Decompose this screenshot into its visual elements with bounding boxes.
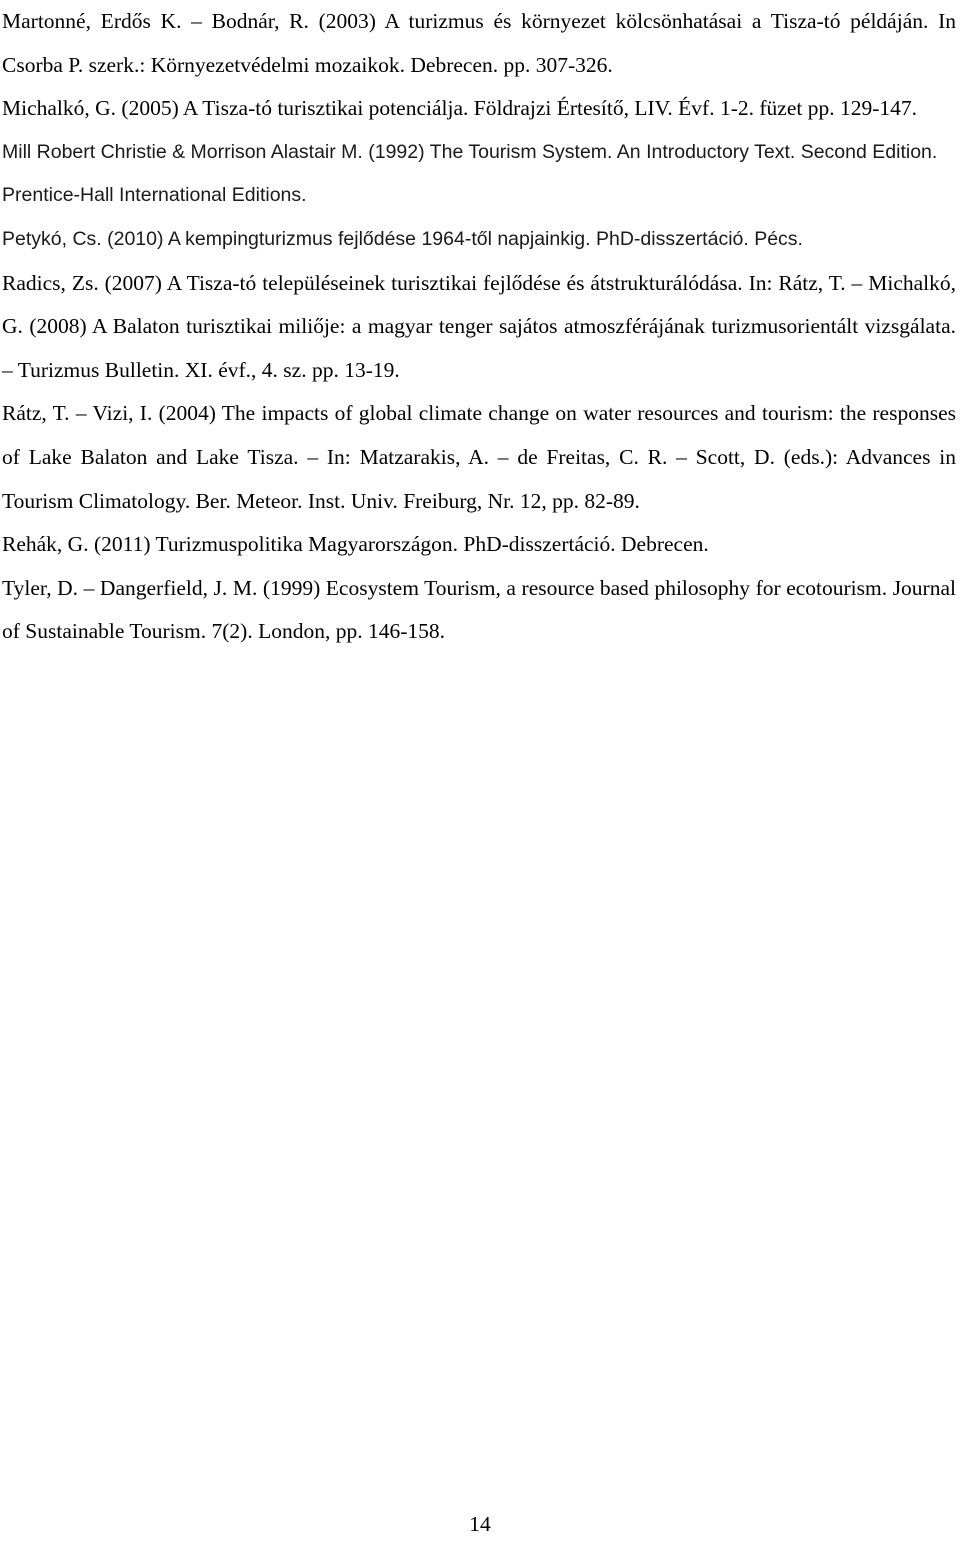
reference-list: [2, 0, 956, 654]
page-number: 14: [469, 1512, 491, 1536]
reference-martonne: Martonné, Erdős K. – Bodnár, R. (2003) A turizmus és környezet kölcsönhatásai a Tisza-tó példáján. In Csorba P. szerk.: Környezetvédelmi mozaikok. Debrecen. pp. 307-326.: [2, 9, 956, 77]
reference-tyler-dangerfield: Tyler, D. – Dangerfield, J. M. (1999) Ecosystem Tourism, a resource based philosophy for ecotourism. Journal of Sustainable Tourism. 7(2). London, pp. 146-158.: [2, 575, 956, 644]
reference-radics: Radics, Zs. (2007) A Tisza-tó településeinek turisztikai fejlődése és átstrukturálódása. In: Rátz, T. – Michalkó, G. (2008) A Balaton turisztikai miliője: a magyar tenger sajátos atmoszférájának turizmusorientált vizsgálata. – Turizmus Bulletin. XI. évf., 4. sz. pp. 13-19.: [2, 270, 956, 382]
reference-mill-morrison: Mill Robert Christie & Morrison Alastair M. (1992) The Tourism System. An Introductory Text. Second Edition. Prentice-Hall International Editions.: [2, 140, 938, 207]
reference-petyko: Petykó, Cs. (2010) A kempingturizmus fejlődése 1964-től napjainkig. PhD-disszertáció. Pécs.: [2, 227, 803, 250]
reference-ratz-vizi: Rátz, T. – Vizi, I. (2004) The impacts of global climate change on water resources and tourism: the responses of Lake Balaton and Lake Tisza. – In: Matzarakis, A. – de Freitas, C. R. – Scott, D. (eds.): Advances in Tourism Climatology. Ber. Meteor. Inst. Univ. Freiburg, Nr. 12, pp. 82-89.: [2, 401, 956, 513]
reference-michalko-2005: Michalkó, G. (2005) A Tisza-tó turisztikai potenciálja. Földrajzi Értesítő, LIV. Évf. 1-2. füzet pp. 129-147.: [2, 96, 917, 121]
reference-rehak: Rehák, G. (2011) Turizmuspolitika Magyarországon. PhD-disszertáció. Debrecen.: [2, 532, 709, 557]
